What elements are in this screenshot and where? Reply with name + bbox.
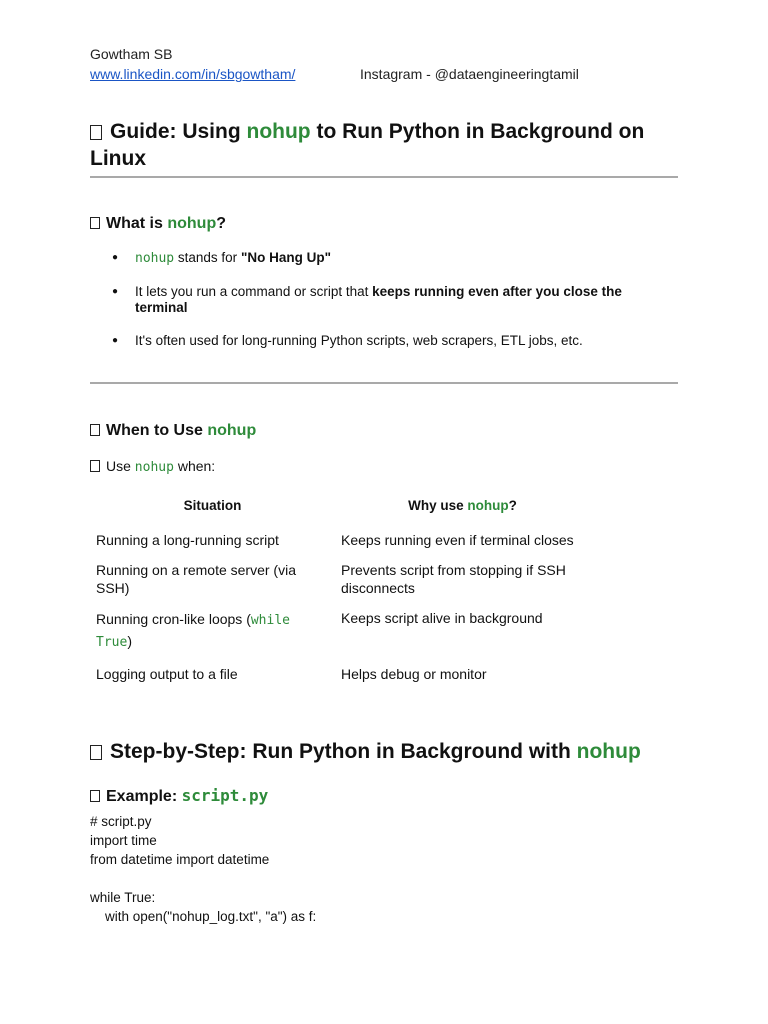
list-item: ● nohup stands for "No Hang Up" bbox=[110, 250, 650, 267]
file-icon bbox=[90, 790, 100, 802]
why-cell: Keeps script alive in background bbox=[341, 610, 543, 626]
clock-icon bbox=[90, 424, 100, 436]
situation-cell: Running cron-like loops (while True) bbox=[96, 611, 290, 650]
section-heading-step-by-step: Step-by-Step: Run Python in Background with nohup bbox=[90, 740, 641, 764]
why-cell: Keeps running even if terminal closes bbox=[341, 532, 574, 548]
linkedin-link[interactable]: www.linkedin.com/in/sbgowtham/ bbox=[90, 66, 296, 82]
table-row bbox=[90, 555, 590, 603]
book-icon bbox=[90, 125, 102, 140]
page-title: Guide: Using nohup to Run Python in Background on Linux bbox=[90, 120, 645, 170]
what-is-list bbox=[110, 250, 650, 349]
use-when-intro: Use nohup when: bbox=[90, 458, 215, 475]
code-snippet: # script.py import time from datetime import datetime while True: with open("nohup_log.txt", "a") as f: bbox=[90, 814, 317, 924]
example-heading: Example: script.py bbox=[90, 786, 268, 806]
instagram-handle: Instagram - @dataengineeringtamil bbox=[360, 66, 579, 82]
divider bbox=[90, 382, 678, 384]
situation-cell: Running on a remote server (via SSH) bbox=[96, 562, 296, 596]
table-row bbox=[90, 659, 590, 689]
list-item: ● It lets you run a command or script that keeps running even after you close the terminal bbox=[110, 284, 650, 316]
table-header-row bbox=[90, 492, 590, 525]
table-row bbox=[90, 603, 590, 659]
section-heading-when-to-use: When to Use nohup bbox=[90, 422, 256, 440]
pin-icon bbox=[90, 217, 100, 229]
table-row bbox=[90, 525, 590, 555]
gear-icon bbox=[90, 745, 102, 760]
section-heading-what-is: What is nohup? bbox=[90, 215, 226, 233]
situation-table bbox=[90, 492, 590, 689]
situation-cell: Running a long-running script bbox=[96, 532, 279, 548]
list-item: ● It's often used for long-running Python scripts, web scrapers, ETL jobs, etc. bbox=[110, 333, 650, 349]
check-icon bbox=[90, 460, 100, 472]
column-header-situation: Situation bbox=[183, 498, 242, 513]
situation-cell: Logging output to a file bbox=[96, 666, 238, 682]
why-cell: Helps debug or monitor bbox=[341, 666, 487, 682]
divider bbox=[90, 176, 678, 178]
column-header-why: Why use nohup? bbox=[408, 498, 517, 513]
why-cell: Prevents script from stopping if SSH disconnects bbox=[341, 562, 566, 596]
author-name: Gowtham SB bbox=[90, 46, 173, 62]
